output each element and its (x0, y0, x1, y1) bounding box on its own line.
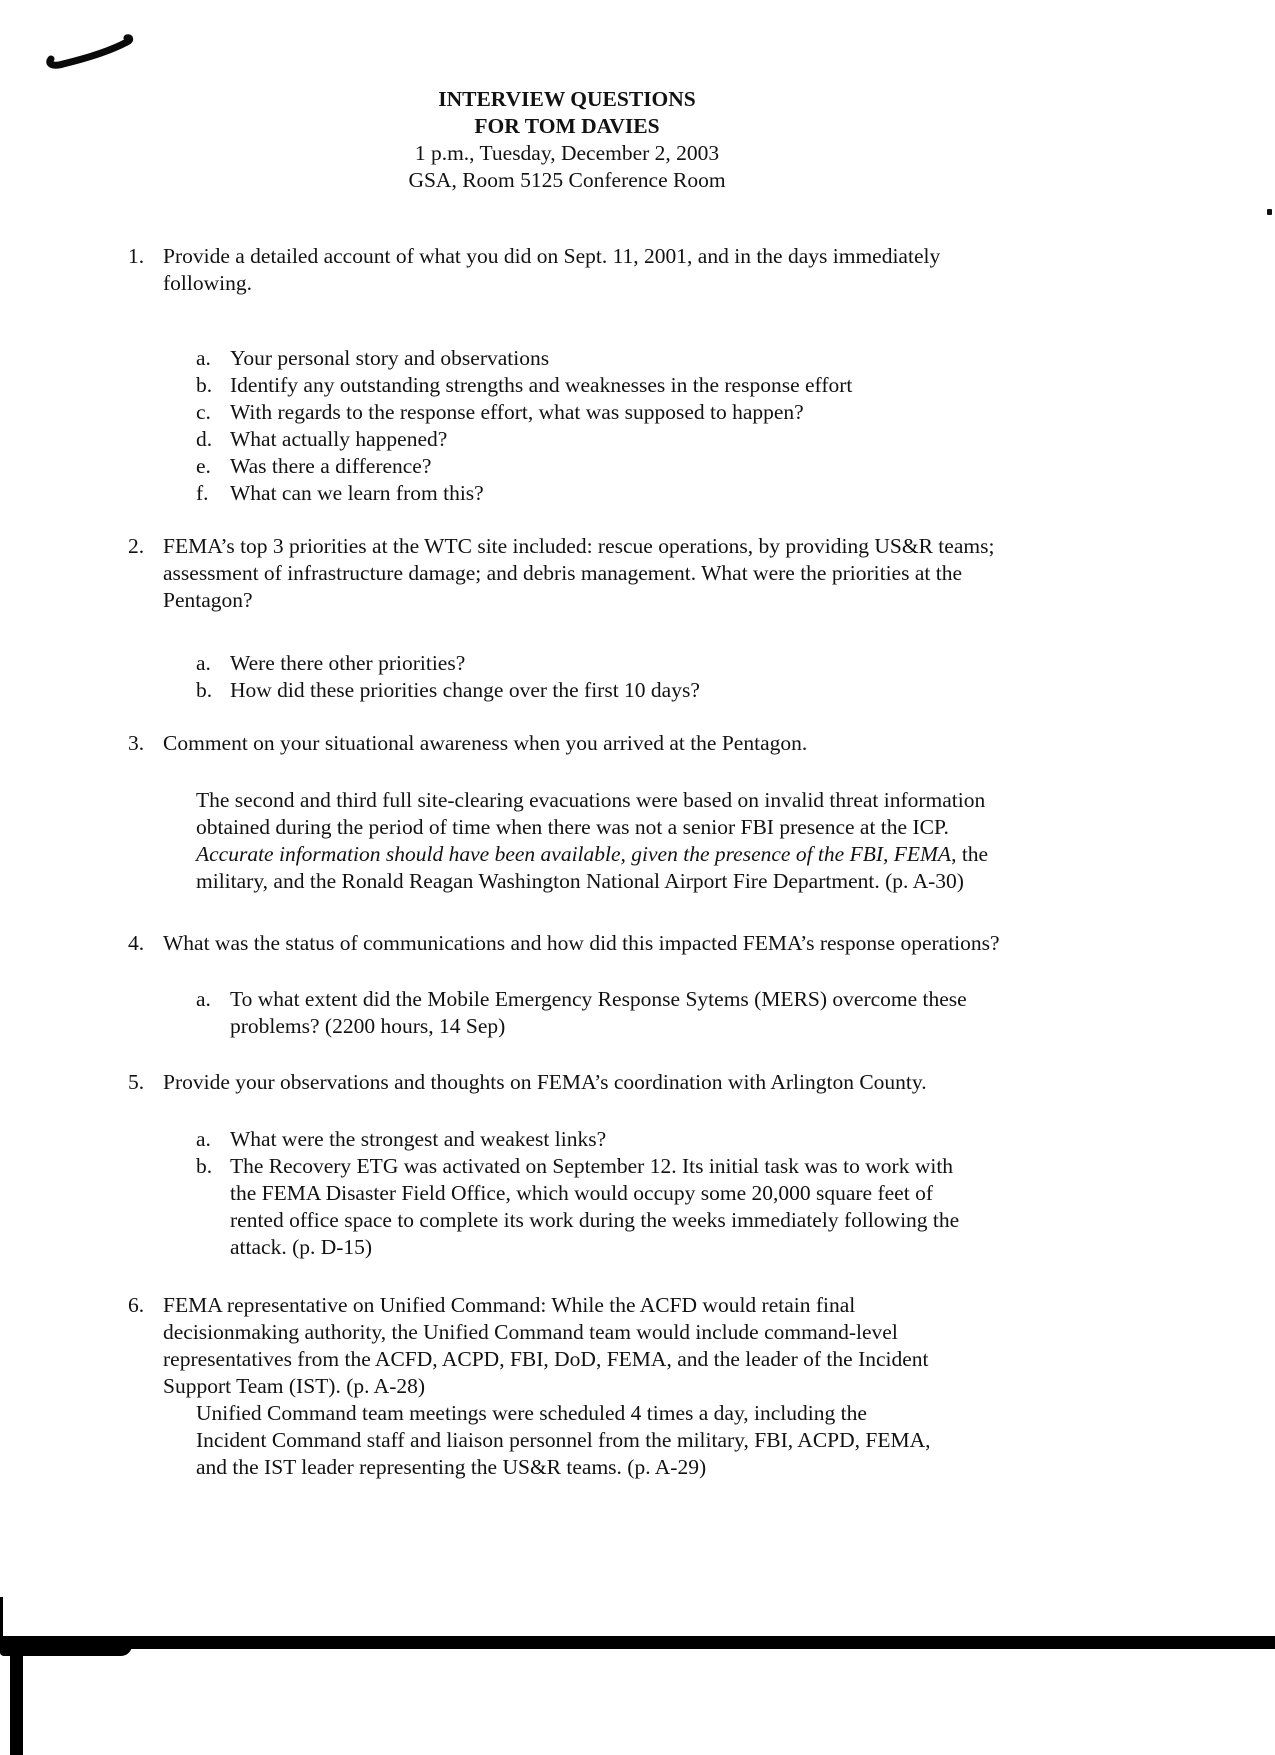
subitem (196, 399, 1006, 426)
question-body (163, 1069, 1006, 1261)
subitem-text: Was there a difference? (230, 454, 432, 478)
question-5 (128, 1069, 1006, 1261)
question-number: 4. (128, 931, 145, 955)
subitem-letter: f. (196, 481, 209, 505)
scan-artifact-vertical-bar (10, 1640, 23, 1755)
subitem-letter: b. (196, 373, 213, 397)
subitem-letter: e. (196, 454, 211, 478)
subitem (196, 345, 1006, 372)
question-body (163, 533, 1006, 704)
subitem (196, 677, 1006, 704)
question-body (163, 243, 1006, 507)
question-text: FEMA representative on Unified Command: While the ACFD would retain final decisionmaking authority, the Unified Command team would include command-level representatives from the ACFD, ACPD, FBI, DoD, FEMA, and the leader of the Incident Support Team (IST). (p. A-28) (163, 1293, 929, 1398)
subitem (196, 1126, 1006, 1153)
question-number: 5. (128, 1070, 145, 1094)
subitem (196, 1153, 1006, 1261)
document-title-line2: FOR TOM DAVIES (474, 114, 660, 138)
question-text: Provide a detailed account of what you did on Sept. 11, 2001, and in the days immediately following. (163, 244, 941, 295)
scan-artifact-edge-tick (0, 1597, 3, 1639)
subitem-text: Were there other priorities? (230, 651, 466, 675)
subitem-letter: a. (196, 1127, 211, 1151)
note-paragraph (196, 787, 1006, 895)
document-location: GSA, Room 5125 Conference Room (408, 168, 726, 192)
followup-paragraph: Unified Command team meetings were scheduled 4 times a day, including the Incident Command staff and liaison personnel from the military, FBI, ACPD, FEMA, and the IST leader representing the US&R teams. (p. A-29) (196, 1401, 931, 1479)
question-1 (128, 243, 1006, 507)
subitem-text: What actually happened? (230, 427, 448, 451)
subitem (196, 650, 1006, 677)
question-number: 2. (128, 534, 145, 558)
question-body (163, 1292, 1006, 1481)
subitem (196, 986, 1006, 1040)
question-3 (128, 730, 1006, 895)
question-text: Comment on your situational awareness when you arrived at the Pentagon. (163, 731, 808, 755)
subitem (196, 426, 1006, 453)
subitem-text: How did these priorities change over the first 10 days? (230, 678, 700, 702)
scan-speck (1267, 209, 1272, 215)
document-header (128, 86, 1006, 194)
question-number: 1. (128, 244, 145, 268)
subitem-text: Identify any outstanding strengths and weaknesses in the response effort (230, 373, 853, 397)
question-text: Provide your observations and thoughts on FEMA’s coordination with Arlington County. (163, 1070, 927, 1094)
question-number: 6. (128, 1293, 145, 1317)
note-segment-normal: The second and third full site-clearing evacuations were based on invalid threat information obtained during the period of time when there was not a senior FBI presence at the ICP. (196, 788, 986, 839)
question-text: What was the status of communications and how did this impacted FEMA’s response operations? (163, 931, 1000, 955)
question-number: 3. (128, 731, 145, 755)
subitem-text: The Recovery ETG was activated on September 12. Its initial task was to work with the FEMA Disaster Field Office, which would occupy some 20,000 square feet of rented office space to complete its work during the weeks immediately following the attack. (p. D-15) (230, 1154, 960, 1259)
subitem-letter: c. (196, 400, 211, 424)
document-content (128, 0, 1006, 1481)
question-1-subitems (196, 345, 1006, 507)
document-datetime: 1 p.m., Tuesday, December 2, 2003 (414, 141, 720, 165)
subitem-text: What can we learn from this? (230, 481, 484, 505)
document-title-line1: INTERVIEW QUESTIONS (438, 87, 696, 111)
subitem-text: Your personal story and observations (230, 346, 550, 370)
subitem-letter: a. (196, 987, 211, 1011)
question-4 (128, 930, 1006, 1040)
question-2-subitems (196, 650, 1006, 704)
subitem-letter: a. (196, 346, 211, 370)
pen-stroke-mark (44, 28, 139, 70)
question-6 (128, 1292, 1006, 1481)
subitem-letter: b. (196, 678, 213, 702)
note-segment-normal: , the military, and the Ronald Reagan Washington National Airport Fire Department. (p. A-30) (196, 842, 989, 893)
note-segment-italic: Accurate information should have been available, given the presence of the FBI, FEMA (196, 842, 952, 866)
question-5-subitems (196, 1126, 1006, 1261)
subitem-text: To what extent did the Mobile Emergency Response Sytems (MERS) overcome these problems? (2200 hours, 14 Sep) (230, 987, 967, 1038)
subitem (196, 453, 1006, 480)
scan-artifact-horizontal-bar (0, 1636, 1275, 1649)
question-body (163, 930, 1006, 1040)
subitem (196, 480, 1006, 507)
question-2 (128, 533, 1006, 704)
subitem-letter: b. (196, 1154, 213, 1178)
subitem-letter: d. (196, 427, 213, 451)
subitem-text: With regards to the response effort, what was supposed to happen? (230, 400, 804, 424)
subitem-text: What were the strongest and weakest links? (230, 1127, 607, 1151)
question-body (163, 730, 1006, 895)
subitem (196, 372, 1006, 399)
question-4-subitems (196, 986, 1006, 1040)
subitem-letter: a. (196, 651, 211, 675)
question-text: FEMA’s top 3 priorities at the WTC site included: rescue operations, by providing US&R teams; assessment of infrastructure damage; and debris management. What were the priorities at the Pentagon? (163, 534, 995, 612)
